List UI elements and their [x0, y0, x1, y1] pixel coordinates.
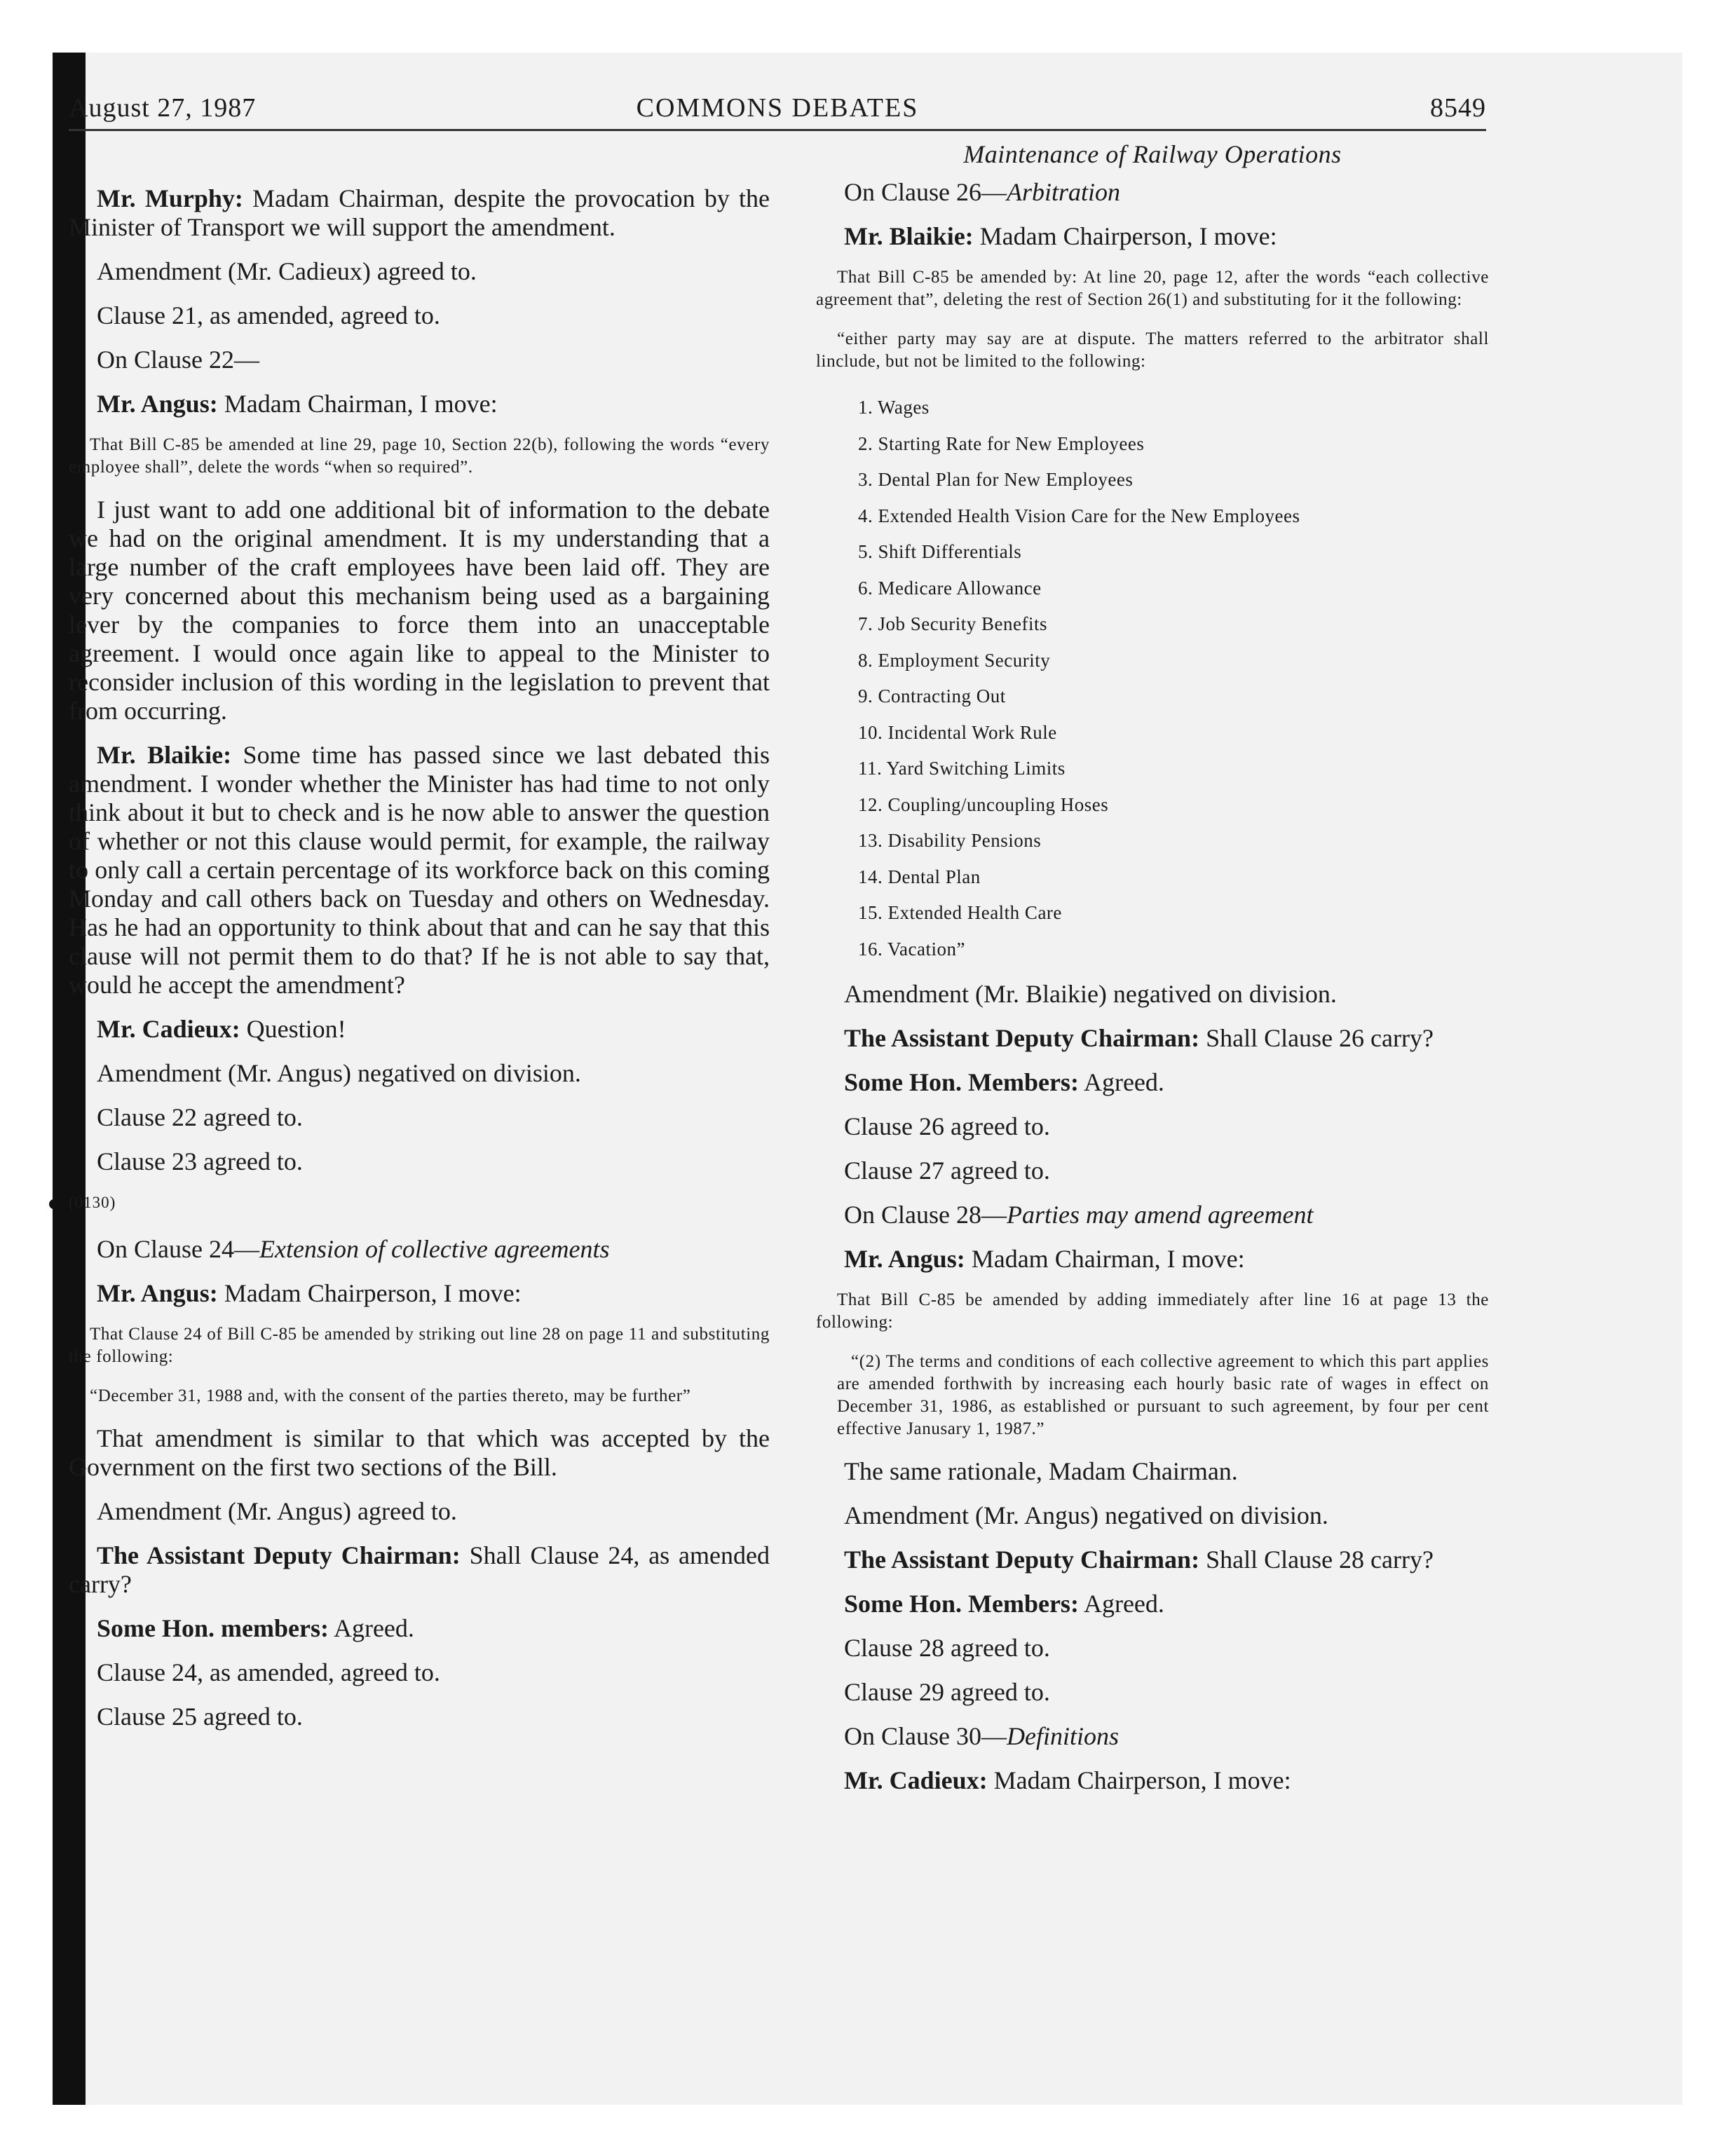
motion-text: “(2) The terms and conditions of each collective agreement to which this part applies are amended forthwith by increasing each hourly basic rate of wages in effect on December 31, 1986, as established or pursuant to such agreement, by four per cent effective Janusary 1, 1987.” [837, 1352, 1489, 1438]
list-item: 15. Extended Health Care [858, 902, 1062, 923]
proceeding-line: Clause 21, as amended, agreed to. [97, 301, 440, 329]
list-item: 6. Medicare Allowance [858, 577, 1042, 599]
speaker-name: The Assistant Deputy Chairman: [97, 1541, 461, 1569]
motion-text: That Bill C-85 be amended by adding immediately after line 16 at page 13 the following: [816, 1290, 1489, 1332]
clause-heading [69, 1235, 770, 1264]
list-item: 14. Dental Plan [858, 866, 981, 887]
list-item: 16. Vacation” [858, 938, 965, 960]
list-item: 9. Contracting Out [858, 685, 1006, 707]
proceeding-line: Clause 25 agreed to. [97, 1703, 303, 1731]
clause-heading [816, 1201, 1489, 1229]
speech-text: Madam Chairman, I move: [965, 1245, 1245, 1273]
proceeding-line: Amendment (Mr. Angus) negatived on division. [97, 1059, 581, 1087]
speech-text: Some time has passed since we last debated this amendment. I wonder whether the Minister has had time to not only think about it but to check and is he now able to answer the question of whether or not this clause would permit, for example, the railway to only call a certain percentage of its workforce back on this coming Monday and call others back on Tuesday and others on Wednesday. Has he had an opportunity to think about that and can he say that this clause will not permit them to do that? If he is not able to say that, would he accept the amendment? [69, 741, 770, 999]
proceeding-line: Clause 22 agreed to. [97, 1103, 303, 1131]
motion-text: “either party may say are at dispute. The matters referred to the arbitrator shall linclude, but not be limited to the following: [816, 329, 1489, 371]
speech-text: Shall Clause 26 carry? [1199, 1024, 1434, 1052]
speech-text: Agreed. [1078, 1590, 1164, 1618]
list-item: 7. Job Security Benefits [858, 613, 1047, 634]
clause-heading [816, 1722, 1489, 1751]
speech-members [816, 1590, 1489, 1618]
header-page-number: 8549 [1430, 93, 1486, 123]
speech-members [816, 1068, 1489, 1097]
speech-blaikie [69, 741, 770, 999]
proceeding-line: Clause 28 agreed to. [844, 1634, 1050, 1662]
speech-paragraph: That amendment is similar to that which was accepted by the Government on the first two sections of the Bill. [69, 1424, 770, 1481]
list-item: 4. Extended Health Vision Care for the New Employees [858, 505, 1300, 526]
time-text: (0130) [69, 1194, 116, 1211]
clause-prefix: On Clause 28— [844, 1201, 1007, 1229]
speech-chair [816, 1546, 1489, 1574]
list-item: 1. Wages [858, 397, 930, 418]
speaker-name: Mr. Angus: [97, 390, 218, 418]
speech-text: Agreed. [1078, 1068, 1164, 1096]
speaker-name: Some Hon. Members: [844, 1590, 1079, 1618]
proceeding-line: On Clause 22— [97, 346, 259, 374]
clause-title: Parties may amend agreement [1006, 1201, 1314, 1229]
speaker-name: Some Hon. Members: [844, 1068, 1079, 1096]
proceeding-line: Amendment (Mr. Cadieux) agreed to. [97, 257, 477, 285]
clause-heading [816, 178, 1489, 207]
speaker-name: Mr. Murphy: [97, 184, 243, 212]
proceeding-line: The same rationale, Madam Chairman. [844, 1457, 1238, 1485]
speaker-name: Mr. Blaikie: [844, 222, 974, 250]
proceeding-line: Clause 29 agreed to. [844, 1678, 1050, 1706]
speaker-name: Mr. Angus: [844, 1245, 965, 1273]
speaker-name: The Assistant Deputy Chairman: [844, 1546, 1200, 1574]
speech-angus [69, 1279, 770, 1308]
speech-text: Question! [240, 1015, 346, 1043]
proceeding-line: Clause 26 agreed to. [844, 1112, 1050, 1140]
header-date: August 27, 1987 [69, 93, 257, 123]
left-column [69, 184, 770, 1747]
speech-members [69, 1614, 770, 1643]
proceeding-line: Clause 24, as amended, agreed to. [97, 1658, 440, 1686]
speaker-name: The Assistant Deputy Chairman: [844, 1024, 1200, 1052]
list-item: 5. Shift Differentials [858, 541, 1022, 562]
speaker-name: Mr. Blaikie: [97, 741, 232, 769]
speech-paragraph: I just want to add one additional bit of information to the debate we had on the original amendment. It is my understanding that a large number of the craft employees have been laid off. They are very concerned about this mechanism being used as a bargaining lever by the companies to force them into an unacceptable agreement. I would once again like to appeal to the Minister to reconsider inclusion of this wording in the legislation to prevent that from occurring. [69, 496, 770, 725]
speaker-name: Mr. Cadieux: [844, 1766, 988, 1794]
speaker-name: Mr. Cadieux: [97, 1015, 240, 1043]
clause-title: Definitions [1006, 1722, 1119, 1750]
list-item: 12. Coupling/uncoupling Hoses [858, 793, 1109, 815]
proceeding-line: Amendment (Mr. Blaikie) negatived on division. [844, 980, 1337, 1008]
list-item: 2. Starting Rate for New Employees [858, 432, 1145, 454]
clause-prefix: On Clause 24— [97, 1235, 259, 1263]
speech-text: Madam Chairperson, I move: [973, 222, 1277, 250]
speaker-name: Some Hon. members: [97, 1614, 329, 1642]
motion-text: That Clause 24 of Bill C-85 be amended by striking out line 28 on page 11 and substituting the following: [69, 1325, 770, 1366]
speech-chair [816, 1024, 1489, 1053]
proceeding-line: Clause 23 agreed to. [97, 1147, 303, 1175]
list-item: 10. Incidental Work Rule [858, 721, 1057, 743]
speech-blaikie [816, 222, 1489, 251]
speech-cadieux [69, 1015, 770, 1044]
motion-text: “December 31, 1988 and, with the consent of the parties thereto, may be further” [90, 1386, 691, 1405]
speech-cadieux [816, 1766, 1489, 1795]
motion-text: That Bill C-85 be amended at line 29, page 10, Section 22(b), following the words “every employee shall”, delete the words “when so required”. [69, 435, 770, 477]
list-item: 13. Disability Pensions [858, 830, 1042, 851]
speech-chair [69, 1541, 770, 1599]
list-item: 8. Employment Security [858, 649, 1051, 671]
proceeding-line: Amendment (Mr. Angus) agreed to. [97, 1497, 457, 1525]
running-title: Maintenance of Railway Operations [963, 140, 1342, 168]
clause-title: Arbitration [1006, 178, 1121, 206]
speaker-name: Mr. Angus: [97, 1279, 218, 1307]
speech-text: Shall Clause 28 carry? [1199, 1546, 1434, 1574]
speech-text: Shall Clause 24, as amended carry? [69, 1541, 770, 1598]
header-title: COMMONS DEBATES [636, 93, 919, 123]
clause-prefix: On Clause 26— [844, 178, 1007, 206]
page-header [69, 90, 1486, 131]
proceeding-line: Clause 27 agreed to. [844, 1157, 1050, 1185]
proceeding-line: Amendment (Mr. Angus) negatived on division. [844, 1501, 1328, 1529]
motion-text: That Bill C-85 be amended by: At line 20, page 12, after the words “each collective agreement that”, deleting the rest of Section 26(1) and substituting for it the following: [816, 268, 1489, 309]
arbitration-matters-list [816, 390, 1489, 967]
time-marker [49, 1192, 770, 1214]
speech-text: Madam Chairperson, I move: [217, 1279, 522, 1307]
clause-title: Extension of collective agreements [259, 1235, 610, 1263]
speech-text: Madam Chairman, despite the provocation by the Minister of Transport we will support the amendment. [69, 184, 770, 241]
right-column [816, 139, 1489, 1810]
speech-text: Madam Chairman, I move: [217, 390, 498, 418]
bullet-icon [49, 1199, 59, 1209]
clause-prefix: On Clause 30— [844, 1722, 1007, 1750]
speech-text: Agreed. [328, 1614, 414, 1642]
speech-angus [69, 390, 770, 418]
speech-angus [816, 1245, 1489, 1274]
speech-murphy [69, 184, 770, 242]
speech-text: Madam Chairperson, I move: [987, 1766, 1291, 1794]
list-item: 11. Yard Switching Limits [858, 758, 1066, 779]
list-item: 3. Dental Plan for New Employees [858, 469, 1134, 490]
